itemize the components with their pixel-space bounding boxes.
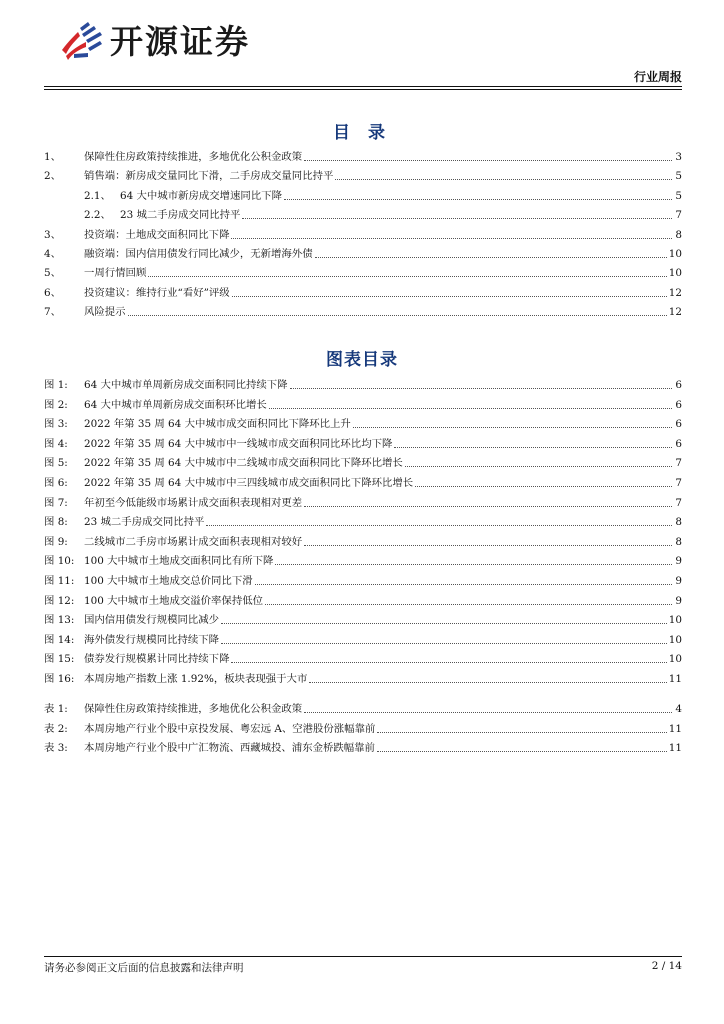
entry-page-number: 5: [675, 170, 682, 183]
figure-entry[interactable]: [44, 433, 682, 451]
entry-label: 投资端：土地成交面积同比下降: [84, 228, 230, 241]
entry-page-number: 5: [675, 189, 682, 202]
entry-page-number: 11: [668, 673, 682, 685]
entry-page-number: 4: [675, 703, 682, 715]
page-number: 2 / 14: [651, 960, 682, 972]
figure-entry[interactable]: [44, 668, 682, 686]
entry-number: 图 4:: [44, 437, 68, 450]
dot-leader: [309, 682, 666, 683]
entry-label: 本周房地产指数上涨 1.92%，板块表现强于大市: [84, 673, 308, 685]
figure-entry[interactable]: [44, 452, 682, 470]
figure-entry[interactable]: [44, 629, 682, 647]
toc-entry[interactable]: [44, 146, 682, 164]
entry-label: 本周房地产行业个股中京投发展、粤宏远 A、空港股份涨幅靠前: [84, 722, 376, 735]
entry-number: 图 9:: [44, 535, 68, 548]
toc-entry[interactable]: [84, 204, 682, 222]
dot-leader: [265, 604, 672, 605]
dot-leader: [304, 506, 672, 507]
dot-leader: [255, 584, 672, 585]
footer-divider: [44, 956, 682, 957]
header-divider-thin: [44, 89, 682, 90]
entry-label: 本周房地产行业个股中广汇物流、西藏城投、浦东金桥跌幅靠前: [84, 742, 375, 755]
entry-page-number: 10: [668, 653, 682, 666]
dot-leader: [335, 179, 672, 180]
entry-label: 二线城市二手房市场累计成交面积表现相对较好: [84, 535, 303, 548]
dot-leader: [269, 408, 672, 409]
entry-label: 2022 年第 35 周 64 大中城市中一线城市成交面积同比环比均下降: [84, 437, 393, 450]
entry-page-number: 8: [675, 228, 682, 241]
figure-entry[interactable]: [44, 394, 682, 412]
entry-number: 图 7:: [44, 496, 68, 509]
entry-label: 2022 年第 35 周 64 大中城市成交面积同比下降环比上升: [84, 418, 351, 431]
dot-leader: [128, 315, 667, 316]
entry-number: 图 16:: [44, 673, 75, 685]
figure-entry[interactable]: [44, 550, 682, 568]
entry-page-number: 6: [675, 379, 682, 391]
entry-number: 2、: [44, 170, 62, 183]
page-header: [44, 18, 682, 86]
figure-entry[interactable]: [44, 472, 682, 490]
entry-number: 图 13:: [44, 614, 75, 627]
entry-number: 表 1:: [44, 703, 68, 715]
entry-label: 融资端：国内信用债发行同比减少，无新增海外债: [84, 248, 313, 260]
entry-label: 100 大中城市土地成交面积同比有所下降: [84, 555, 274, 568]
toc-entry[interactable]: [44, 224, 682, 242]
entry-page-number: 10: [668, 633, 682, 646]
entry-label: 100 大中城市土地成交总价同比下滑: [84, 575, 253, 587]
dot-leader: [304, 545, 672, 546]
entry-label: 2022 年第 35 周 64 大中城市中二线城市成交面积同比下降环比增长: [84, 457, 403, 470]
toc-entry[interactable]: [84, 185, 682, 203]
entry-label: 债券发行规模累计同比持续下降: [84, 653, 230, 666]
entry-number: 图 11:: [44, 575, 75, 587]
dot-leader: [232, 296, 667, 297]
entry-page-number: 11: [668, 742, 682, 755]
toc-entry[interactable]: [44, 301, 682, 319]
footer-disclaimer: 请务必参阅正文后面的信息披露和法律声明: [44, 962, 244, 974]
entry-number: 7、: [44, 306, 62, 319]
entry-number: 表 2:: [44, 722, 68, 735]
entry-page-number: 6: [675, 437, 682, 450]
entry-label: 年初至今低能级市场累计成交面积表现相对更差: [84, 496, 303, 509]
entry-label: 投资建议：维持行业“看好”评级: [84, 286, 230, 299]
table-entry[interactable]: [44, 698, 682, 716]
entry-number: 图 8:: [44, 516, 68, 529]
toc-entry[interactable]: [44, 243, 682, 261]
dot-leader: [221, 623, 667, 624]
dot-leader: [315, 257, 667, 258]
entry-label: 64 大中城市单周新房成交面积环比增长: [84, 398, 267, 411]
entry-page-number: 9: [675, 594, 682, 607]
entry-number: 2.1、: [84, 189, 111, 202]
figure-entry[interactable]: [44, 413, 682, 431]
table-entry[interactable]: [44, 737, 682, 755]
toc-entry[interactable]: [44, 262, 682, 280]
entry-page-number: 8: [675, 535, 682, 548]
brand-logo: [58, 20, 250, 62]
entry-number: 图 14:: [44, 633, 75, 646]
entry-label: 风险提示: [84, 306, 126, 319]
brand-name: 开源证券: [110, 21, 250, 61]
figure-entry[interactable]: [44, 590, 682, 608]
dot-leader: [377, 751, 667, 752]
figure-entry[interactable]: [44, 531, 682, 549]
entry-number: 2.2、: [84, 209, 111, 222]
entry-page-number: 6: [675, 398, 682, 411]
entry-number: 表 3:: [44, 742, 68, 755]
entry-label: 销售端：新房成交量同比下滑，二手房成交量同比持平: [84, 170, 334, 183]
dot-leader: [290, 388, 672, 389]
dot-leader: [284, 199, 672, 200]
entry-page-number: 12: [668, 286, 682, 299]
entry-number: 图 12:: [44, 594, 75, 607]
entry-page-number: 8: [675, 516, 682, 529]
entry-number: 图 5:: [44, 457, 68, 470]
entry-page-number: 7: [675, 457, 682, 470]
dot-leader: [304, 712, 672, 713]
entry-page-number: 9: [675, 575, 682, 587]
dot-leader: [304, 160, 672, 161]
entry-label: 23 城二手房成交同比持平: [84, 516, 205, 529]
dot-leader: [231, 662, 666, 663]
figure-entry[interactable]: [44, 609, 682, 627]
dot-leader: [394, 447, 672, 448]
entry-number: 图 1:: [44, 379, 68, 391]
kaiyuan-logo-icon: [58, 20, 104, 62]
entry-page-number: 10: [668, 614, 682, 627]
entry-label: 一周行情回顾: [84, 267, 147, 280]
entry-label: 保障性住房政策持续推进，多地优化公积金政策: [84, 703, 303, 715]
entry-number: 3、: [44, 228, 62, 241]
dot-leader: [231, 238, 672, 239]
toc-entry[interactable]: [44, 165, 682, 183]
dot-leader: [148, 276, 666, 277]
entry-number: 6、: [44, 286, 62, 299]
entry-label: 国内信用债发行规模同比减少: [84, 614, 220, 627]
entry-page-number: 12: [668, 306, 682, 319]
dot-leader: [415, 486, 672, 487]
entry-number: 图 2:: [44, 398, 68, 411]
dot-leader: [275, 564, 672, 565]
dot-leader: [221, 643, 667, 644]
entry-label: 100 大中城市土地成交溢价率保持低位: [84, 594, 263, 607]
table-entry[interactable]: [44, 718, 682, 736]
entry-label: 23 城二手房成交同比持平: [120, 209, 241, 222]
header-divider: [44, 86, 682, 87]
entry-number: 图 3:: [44, 418, 68, 431]
figure-entry[interactable]: [44, 492, 682, 510]
toc-entry[interactable]: [44, 282, 682, 300]
entry-number: 图 10:: [44, 555, 75, 568]
figure-entry[interactable]: [44, 511, 682, 529]
entry-label: 海外债发行规模同比持续下降: [84, 633, 220, 646]
entry-label: 64 大中城市单周新房成交面积同比持续下降: [84, 379, 288, 391]
entry-page-number: 7: [675, 209, 682, 222]
entry-number: 5、: [44, 267, 62, 280]
entry-number: 4、: [44, 248, 62, 260]
entry-number: 图 15:: [44, 653, 75, 666]
entry-page-number: 3: [675, 151, 682, 163]
dot-leader: [353, 427, 672, 428]
figure-entry[interactable]: [44, 570, 682, 588]
entry-page-number: 7: [675, 496, 682, 509]
entry-page-number: 6: [675, 418, 682, 431]
figure-entry[interactable]: [44, 374, 682, 392]
entry-label: 64 大中城市新房成交增速同比下降: [120, 189, 282, 202]
entry-page-number: 10: [668, 248, 682, 260]
entry-page-number: 9: [675, 555, 682, 568]
dot-leader: [206, 525, 672, 526]
entry-number: 图 6:: [44, 477, 68, 489]
entry-page-number: 10: [668, 267, 682, 280]
toc-title: 目 录: [333, 123, 391, 143]
dot-leader: [242, 218, 672, 219]
figure-index-title: 图表目录: [326, 350, 398, 370]
entry-page-number: 7: [675, 477, 682, 489]
entry-page-number: 11: [668, 722, 682, 735]
entry-number: 1、: [44, 151, 62, 163]
figure-entry[interactable]: [44, 648, 682, 666]
dot-leader: [405, 466, 672, 467]
dot-leader: [377, 732, 666, 733]
report-type-label: 行业周报: [633, 70, 682, 84]
entry-label: 保障性住房政策持续推进，多地优化公积金政策: [84, 151, 303, 163]
entry-label: 2022 年第 35 周 64 大中城市中三四线城市成交面积同比下降环比增长: [84, 477, 414, 489]
